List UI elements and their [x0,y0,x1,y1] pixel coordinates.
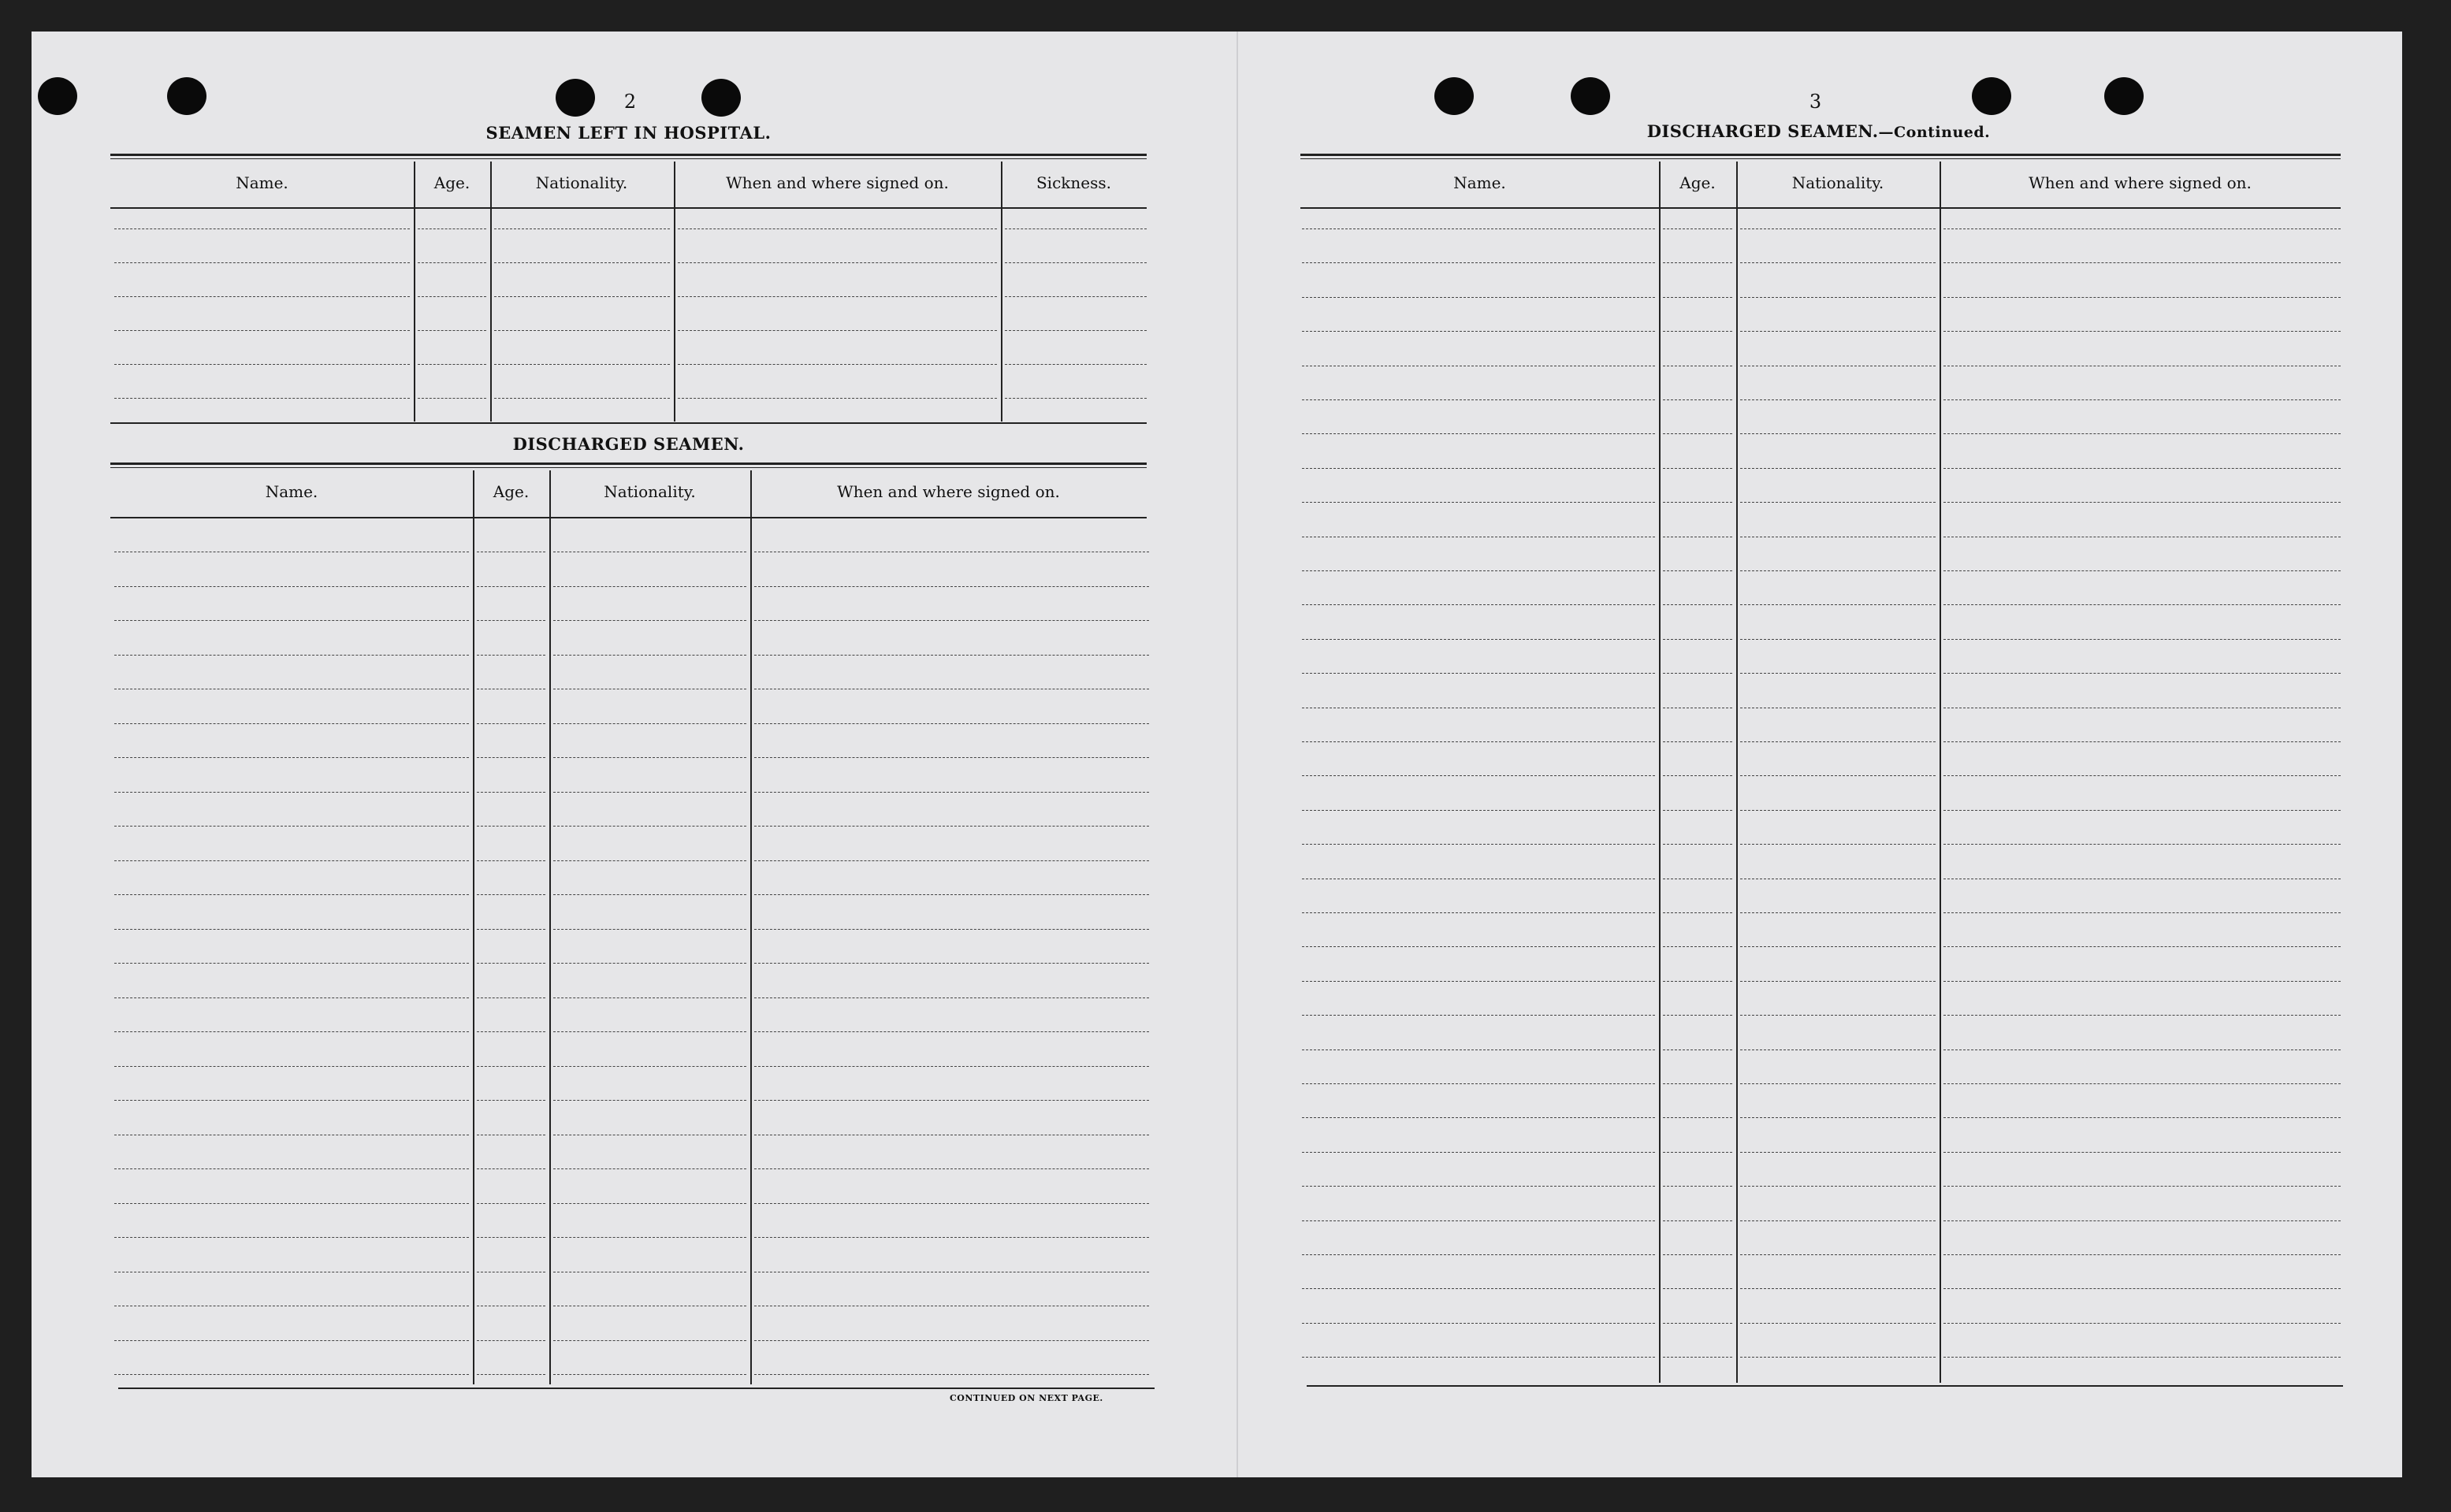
form-row-line [477,1100,545,1101]
form-row-line [553,1100,746,1101]
form-row-line [114,1168,469,1169]
form-row-line [1302,604,1655,605]
form-row-line [418,296,486,297]
form-row-line [754,997,1149,998]
form-row-line [114,997,469,998]
continued-note: CONTINUED ON NEXT PAGE. [950,1393,1103,1403]
form-row-line [1943,1186,2341,1187]
form-row-line [1302,946,1655,947]
form-row-line [1663,810,1732,811]
form-row-line [114,1031,469,1032]
form-row-line [1943,810,2341,811]
form-row-line [114,723,469,724]
form-row-line [477,792,545,793]
form-row-line [1740,228,1936,229]
form-row-line [553,826,746,827]
column-header-rule [110,207,1147,209]
form-row-line [1663,844,1732,845]
form-row-line [477,1340,545,1341]
form-row-line [1302,1049,1655,1050]
form-row-line [553,1031,746,1032]
form-row-line [1943,946,2341,947]
form-row-line [553,1374,746,1375]
form-row-line [494,228,670,229]
form-row-line [754,655,1149,656]
form-row-line [418,364,486,365]
punch-hole [701,79,741,117]
form-row-line [1663,399,1732,400]
form-row-line [1302,1357,1655,1358]
form-row-line [1740,1152,1936,1153]
form-row-line [494,262,670,263]
form-row-line [1302,1152,1655,1153]
left-page [32,32,1237,1477]
form-row-line [1943,1049,2341,1050]
form-row-line [553,860,746,861]
form-row-line [553,929,746,930]
form-row-line [1663,1152,1732,1153]
form-row-line [1943,468,2341,469]
form-row-line [678,262,997,263]
form-row-line [1302,639,1655,640]
form-row-line [1302,1254,1655,1255]
form-row-line [1740,844,1936,845]
form-row-line [1302,570,1655,571]
form-row-line [1005,296,1147,297]
column-header-rule [110,517,1147,518]
form-row-line [1740,1083,1936,1084]
form-row-line [114,262,410,263]
header-rule [110,154,1147,159]
form-row-line [477,1203,545,1204]
form-row-line [114,757,469,758]
form-row-line [1663,981,1732,982]
form-row-line [553,1066,746,1067]
form-row-line [114,860,469,861]
form-row-line [114,1374,469,1375]
form-row-line [1663,1220,1732,1221]
form-row-line [114,1203,469,1204]
form-row-line [1663,1049,1732,1050]
column-divider [674,162,675,422]
form-row-line [114,963,469,964]
form-row-line [114,1066,469,1067]
form-row-line [1740,1186,1936,1187]
form-row-line [754,723,1149,724]
form-row-line [1663,1254,1732,1255]
form-row-line [418,228,486,229]
column-header-name: Name. [265,482,318,501]
form-row-line [114,228,410,229]
form-row-line [754,792,1149,793]
form-row-line [1302,1186,1655,1187]
form-row-line [1740,1323,1936,1324]
form-row-line [114,620,469,621]
column-divider [750,470,752,1384]
form-row-line [1740,1357,1936,1358]
form-row-line [1740,1288,1936,1289]
form-row-line [678,228,997,229]
form-row-line [1943,331,2341,332]
form-row-line [754,929,1149,930]
form-row-line [1005,398,1147,399]
form-row-line [477,1374,545,1375]
form-row-line [1302,981,1655,982]
column-divider [490,162,492,422]
form-row-line [1005,364,1147,365]
form-row-line [477,860,545,861]
form-row-line [114,1100,469,1101]
form-row-line [1302,399,1655,400]
form-row-line [754,963,1149,964]
form-row-line [1943,1254,2341,1255]
form-row-line [1740,1015,1936,1016]
column-header-nationality: Nationality. [604,482,696,501]
form-row-line [754,1100,1149,1101]
form-row-line [678,296,997,297]
form-row-line [1943,981,2341,982]
form-row-line [553,894,746,895]
form-row-line [754,586,1149,587]
form-row-line [1663,1015,1732,1016]
form-row-line [1740,981,1936,982]
form-row-line [477,929,545,930]
form-row-line [754,757,1149,758]
punch-hole [1571,77,1610,115]
form-row-line [754,1066,1149,1067]
form-row-line [1740,946,1936,947]
punch-hole [1434,77,1474,115]
form-row-line [477,1237,545,1238]
column-header-when-where: When and where signed on. [837,482,1060,501]
punch-hole [167,77,206,115]
form-row-line [494,296,670,297]
punch-hole [556,79,595,117]
form-row-line [1943,399,2341,400]
form-row-line [1663,775,1732,776]
form-row-line [1663,502,1732,503]
header-rule [1300,154,2341,159]
column-header-when-where: When and where signed on. [2029,173,2252,192]
form-row-line [1740,639,1936,640]
form-row-line [1740,433,1936,434]
form-row-line [494,364,670,365]
form-row-line [754,1031,1149,1032]
form-row-line [1740,331,1936,332]
form-row-line [553,757,746,758]
form-row-line [114,330,410,331]
form-row-line [1302,468,1655,469]
form-row-line [553,997,746,998]
form-row-line [1943,228,2341,229]
form-row-line [1663,639,1732,640]
form-row-line [553,792,746,793]
form-row-line [1302,1117,1655,1118]
form-row-line [1740,912,1936,913]
form-row-line [754,1374,1149,1375]
form-row-line [1663,673,1732,674]
column-header-age: Age. [493,482,530,501]
form-row-line [754,1203,1149,1204]
form-row-line [1740,673,1936,674]
form-row-line [553,655,746,656]
form-row-line [1740,1254,1936,1255]
form-row-line [1302,502,1655,503]
form-row-line [114,929,469,930]
form-row-line [1663,1357,1732,1358]
form-row-line [494,398,670,399]
form-row-line [418,330,486,331]
form-row-line [114,826,469,827]
form-row-line [114,894,469,895]
form-row-line [1740,297,1936,298]
form-row-line [418,262,486,263]
form-row-line [1943,1220,2341,1221]
form-row-line [553,723,746,724]
form-row-line [1663,228,1732,229]
form-row-line [1663,433,1732,434]
form-row-line [553,1340,746,1341]
form-row-line [114,1340,469,1341]
form-row-line [1943,604,2341,605]
form-row-line [1663,1186,1732,1187]
punch-hole [1972,77,2011,115]
form-row-line [1663,262,1732,263]
form-row-line [754,860,1149,861]
form-row-line [1740,604,1936,605]
form-row-line [477,1031,545,1032]
form-row-line [1663,570,1732,571]
form-row-line [1302,1288,1655,1289]
form-row-line [1943,433,2341,434]
column-divider [1659,162,1661,1383]
form-row-line [1005,262,1147,263]
column-divider [1940,162,1941,1383]
form-row-line [1663,1117,1732,1118]
right-bottom-rule [1307,1385,2343,1387]
hospital-section-title: SEAMEN LEFT IN HOSPITAL. [485,123,772,143]
form-row-line [477,1066,545,1067]
form-row-line [1943,570,2341,571]
form-row-line [1663,741,1732,742]
form-row-line [1943,1323,2341,1324]
form-row-line [1302,262,1655,263]
form-row-line [477,655,545,656]
form-row-line [1302,228,1655,229]
form-row-line [1943,1357,2341,1358]
title-continued: —Continued. [1878,124,1991,141]
form-row-line [1663,331,1732,332]
form-row-line [1302,1015,1655,1016]
column-header-sickness: Sickness. [1036,173,1112,192]
form-row-line [1302,1083,1655,1084]
form-row-line [1943,741,2341,742]
form-row-line [754,1237,1149,1238]
form-row-line [1943,639,2341,640]
form-row-line [678,364,997,365]
form-row-line [114,364,410,365]
form-row-line [1663,946,1732,947]
discharged-continued-title [1300,121,2337,141]
column-divider [549,470,551,1384]
form-row-line [1302,331,1655,332]
form-row-line [553,620,746,621]
discharged-section-title: DISCHARGED SEAMEN. [512,434,745,454]
header-rule [110,463,1147,468]
form-row-line [1740,1220,1936,1221]
form-row-line [1302,297,1655,298]
form-row-line [1740,399,1936,400]
form-row-line [1663,297,1732,298]
form-row-line [553,1237,746,1238]
form-row-line [1302,844,1655,845]
right-page [1237,32,2402,1477]
form-row-line [1302,741,1655,742]
form-row-line [114,398,410,399]
form-row-line [1663,468,1732,469]
form-row-line [553,1168,746,1169]
form-row-line [477,620,545,621]
column-header-when-where: When and where signed on. [726,173,949,192]
form-row-line [477,826,545,827]
punch-hole [2104,77,2144,115]
column-divider [473,470,474,1384]
punch-hole [38,77,77,115]
form-row-line [477,997,545,998]
form-row-line [494,330,670,331]
form-row-line [477,723,545,724]
form-row-line [754,826,1149,827]
column-header-name: Name. [1453,173,1506,192]
form-row-line [1943,673,2341,674]
form-row-line [1302,912,1655,913]
form-row-line [678,330,997,331]
form-row-line [1302,775,1655,776]
form-row-line [1943,775,2341,776]
form-row-line [1943,1288,2341,1289]
form-row-line [477,894,545,895]
form-row-line [553,963,746,964]
title-main: DISCHARGED SEAMEN. [1646,121,1879,141]
form-row-line [1302,433,1655,434]
form-row-line [1740,741,1936,742]
form-row-line [114,1237,469,1238]
page-number: 3 [1809,91,1823,113]
form-row-line [1740,810,1936,811]
column-header-rule [1300,207,2341,209]
form-row-line [1943,262,2341,263]
form-row-line [1663,604,1732,605]
form-row-line [477,586,545,587]
form-row-line [114,792,469,793]
form-row-line [754,620,1149,621]
form-row-line [1663,912,1732,913]
form-row-line [477,1168,545,1169]
column-header-nationality: Nationality. [1791,173,1884,192]
form-row-line [114,655,469,656]
form-row-line [1943,844,2341,845]
form-row-line [1740,570,1936,571]
form-row-line [114,296,410,297]
form-row-line [1943,1117,2341,1118]
form-row-line [1943,912,2341,913]
page-fold [1237,32,1238,1477]
form-row-line [1005,228,1147,229]
form-row-line [1663,1288,1732,1289]
form-row-line [1943,297,2341,298]
form-row-line [477,757,545,758]
form-row-line [1740,1117,1936,1118]
column-header-name: Name. [236,173,288,192]
form-row-line [418,398,486,399]
form-row-line [1740,775,1936,776]
form-row-line [1740,468,1936,469]
form-row-line [553,1203,746,1204]
form-row-line [1943,502,2341,503]
form-row-line [754,1340,1149,1341]
form-row-line [1005,330,1147,331]
form-row-line [553,586,746,587]
column-divider [414,162,415,422]
column-divider [1001,162,1002,422]
form-row-line [114,586,469,587]
form-row-line [1302,1323,1655,1324]
form-row-line [678,398,997,399]
form-row-line [1740,502,1936,503]
form-row-line [754,894,1149,895]
page-number: 2 [623,91,638,113]
form-row-line [1740,1049,1936,1050]
discharged-bottom-rule [118,1388,1155,1389]
form-row-line [1663,1083,1732,1084]
form-row-line [477,963,545,964]
form-row-line [1663,1323,1732,1324]
form-row-line [1943,1083,2341,1084]
form-row-line [1740,262,1936,263]
column-header-age: Age. [433,173,470,192]
form-row-line [1943,1152,2341,1153]
column-header-age: Age. [1679,173,1716,192]
column-header-nationality: Nationality. [535,173,628,192]
form-row-line [754,1168,1149,1169]
form-row-line [1302,673,1655,674]
form-row-line [1943,1015,2341,1016]
form-row-line [1302,1220,1655,1221]
hospital-bottom-rule [110,422,1147,424]
column-divider [1736,162,1738,1383]
form-row-line [1302,810,1655,811]
